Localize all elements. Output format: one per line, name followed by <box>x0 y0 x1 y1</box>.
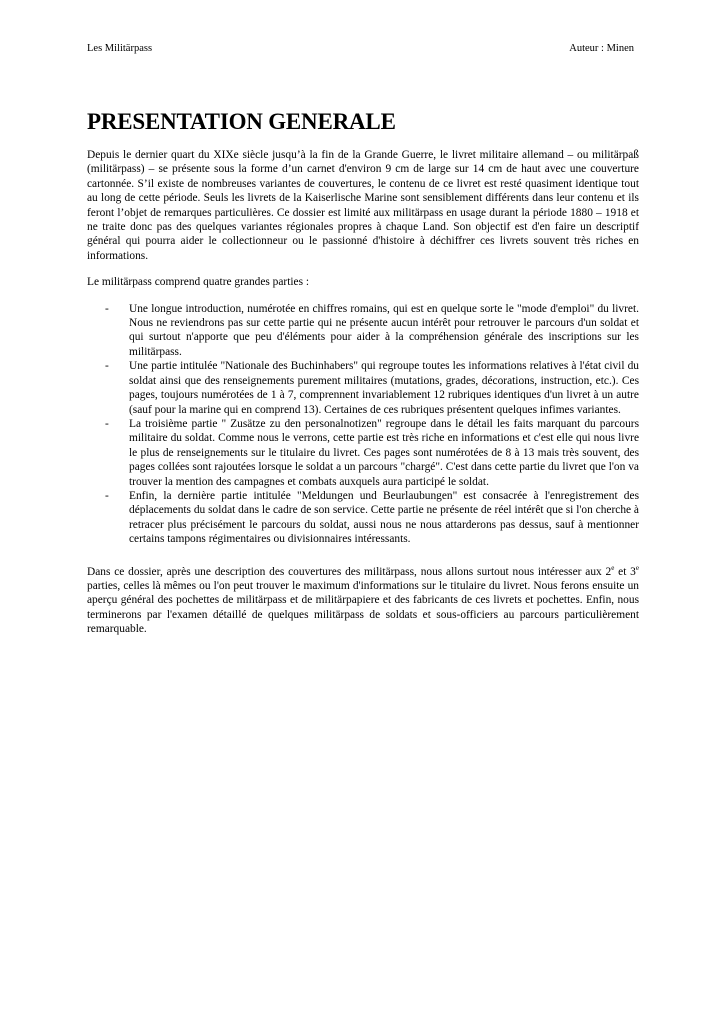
parts-intro-paragraph: Le militärpass comprend quatre grandes parties : <box>87 276 310 289</box>
superscript-e: e <box>635 563 639 572</box>
header-author: Auteur : Minen <box>569 43 634 54</box>
list-dash: - <box>105 360 109 373</box>
page-header <box>87 42 634 56</box>
section-title: PRESENTATION GENERALE <box>87 109 396 134</box>
list-dash: - <box>105 302 109 315</box>
conclusion-text-3: parties, celles là mêmes ou l'on peut trouver le maximum d'informations sur le titulaire du livret. Nous ferons ensuite un aperçu général des pochettes de militärpass et de militärpapiere et des fabricants de ces livrets et pochettes. Enfin, nous terminerons par l'examen détaillé de quelques militärpass de soldats et sous-officiers au parcours particulièrement remarquable. <box>87 579 639 636</box>
page-content <box>87 108 639 649</box>
intro-paragraph: Depuis le dernier quart du XIXe siècle jusqu’à la fin de la Grande Guerre, le livret militaire allemand – ou militärpaß (militärpass) – se présente sous la forme d’un carnet d'environ 9 cm de large sur 14 cm de haut avec une couverture cartonnée. S’il existe de nombreuses variantes de couvertures, le contenu de ce livret est resté quasiment identique tout au long de cette période. Seuls les livrets de la Kaiserlische Marine sont sensiblement différents dans leur contenu et ils feront l’objet de remarques particulières. Ce dossier est limité aux militärpass en usage durant la période 1880 – 1918 et ne traite donc pas des quelques variantes régionales propres à chaque Land. Son objectif est d'en faire un descriptif général qui pourra aider le collectionneur ou le passionné d'histoire à déchiffrer ces livrets souvent très riches en informations. <box>87 149 639 262</box>
conclusion-text-1: Dans ce dossier, après une description des couvertures des militärpass, nous allons surtout nous intéresser aux 2 <box>87 565 612 578</box>
conclusion-paragraph <box>87 565 639 637</box>
list-item <box>87 489 639 547</box>
list-item <box>87 302 639 360</box>
list-item-text: La troisième partie " Zusätze zu den personalnotizen" regroupe dans le détail les faits marquant du parcours militaire du soldat. Comme nous le verrons, cette partie est très riche en informations et c'est elle qui nous livre le plus de renseignements sur le titulaire du livret. Ces pages sont numérotées de 8 à 13 mais très souvent, des pages collées sont rajoutées lorsque le soldat a un parcours "chargé". C'est dans cette partie du livret que l'on va trouver la mention des campagnes et combats auxquels aura participé le soldat. <box>129 417 639 488</box>
list-item-text: Une longue introduction, numérotée en chiffres romains, qui est en quelque sorte le "mode d'emploi" du livret. Nous ne reviendrons pas sur cette partie qui ne présente aucun intérêt pour retrouver le parcours d'un soldat et qui surtout n'apporte que peu d'éléments pour aider à la compréhension générale des inscriptions sur les militärpass. <box>129 302 639 358</box>
list-item <box>87 417 639 489</box>
list-item-text: Une partie intitulée "Nationale des Buchinhabers" qui regroupe toutes les informations relatives à l'état civil du soldat ainsi que des renseignements purement militaires (mutations, grades, décorations, instruction, etc.). Ces pages, toujours numérotées de 1 à 7, comprennent invariablement 12 rubriques identiques d'un livret à un autre (sauf pour la marine qui en comprend 13). Certaines de ces rubriques présentent quelques infimes variantes. <box>129 360 639 416</box>
list-dash: - <box>105 417 109 430</box>
list-item-text: Enfin, la dernière partie intitulée "Meldungen und Beurlaubungen" est consacrée à l'enregistrement des déplacements du soldat dans le cadre de son service. Cette partie ne présente de réel intérêt que si l'on cherche à retracer plus précisément le parcours du soldat, aussi nous ne nous attarderons pas dessus, sauf à mentionner certains tampons régimentaires ou divisionnaires intéressants. <box>129 489 639 546</box>
header-left-title: Les Militärpass <box>87 43 153 54</box>
parts-list <box>87 302 639 547</box>
conclusion-text-2: et 3 <box>614 565 636 578</box>
list-item <box>87 359 639 417</box>
superscript-e: e <box>611 563 615 572</box>
list-dash: - <box>105 489 109 502</box>
